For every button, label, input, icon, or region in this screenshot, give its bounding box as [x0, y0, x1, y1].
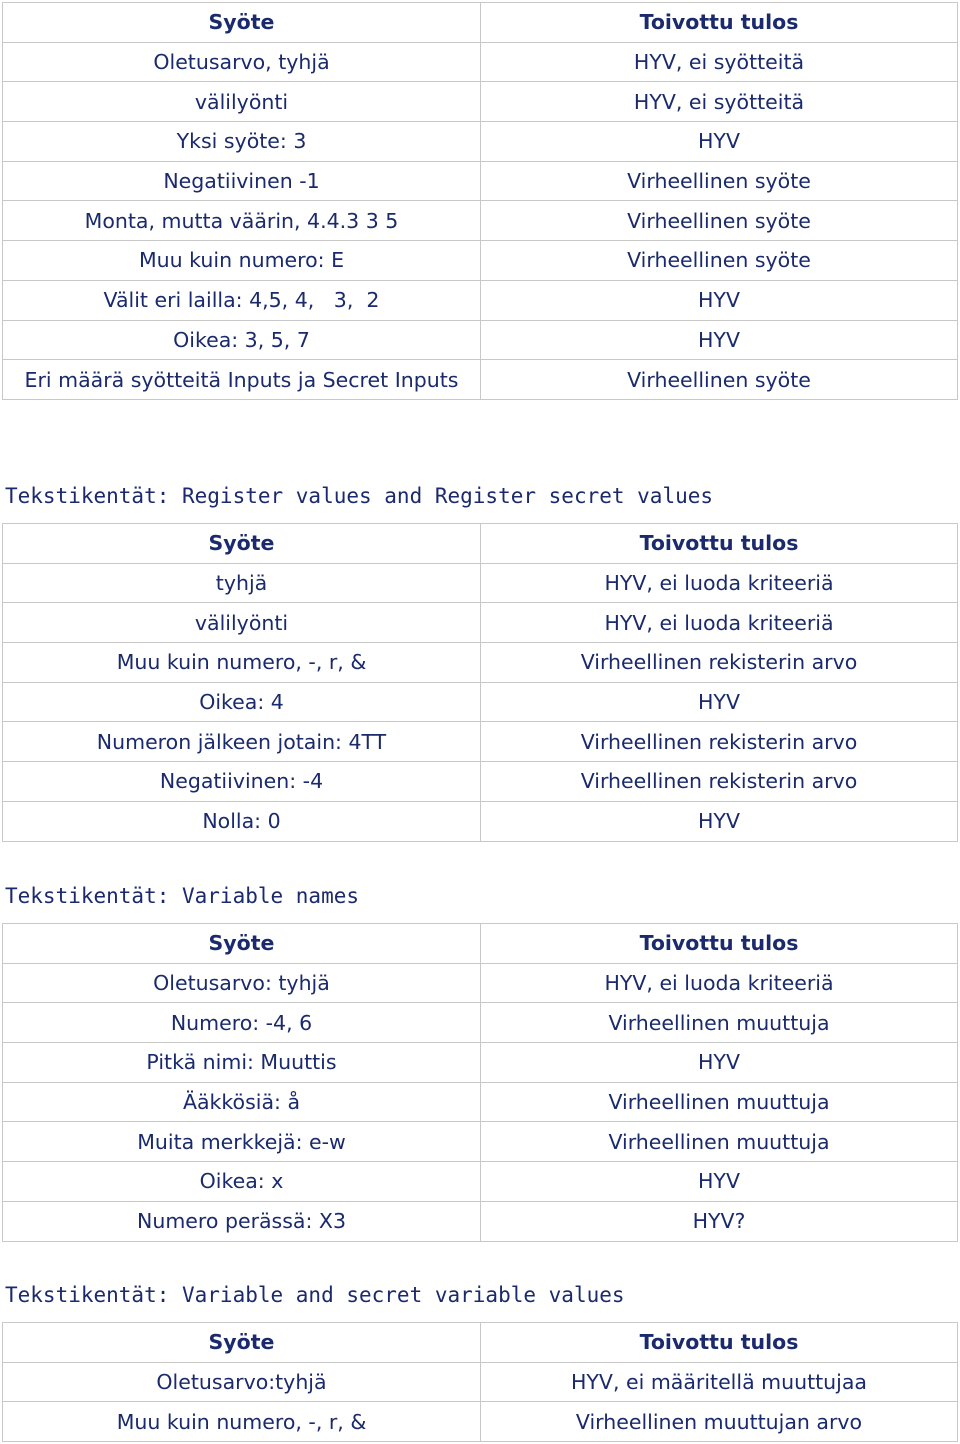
input-cell: Välit eri lailla: 4,5, 4, 3, 2: [3, 281, 481, 321]
expected-cell: Virheellinen rekisterin arvo: [481, 762, 958, 802]
header-expected: Toivottu tulos: [481, 924, 958, 964]
table-row: [3, 201, 958, 241]
expected-cell: HYV, ei määritellä muuttujaa: [481, 1363, 958, 1403]
expected-cell: HYV: [481, 683, 958, 723]
expected-cell: HYV: [481, 1043, 958, 1083]
table-row: [3, 762, 958, 802]
expected-cell: HYV, ei luoda kriteeriä: [481, 603, 958, 643]
expected-cell: HYV: [481, 802, 958, 842]
input-cell: Numeron jälkeen jotain: 4TT: [3, 722, 481, 762]
expected-cell: HYV: [481, 281, 958, 321]
table-row: [3, 1162, 958, 1202]
table-row: [3, 82, 958, 122]
table-row: [3, 241, 958, 281]
table-row: [3, 162, 958, 202]
expected-cell: Virheellinen muuttuja: [481, 1003, 958, 1043]
expected-cell: Virheellinen rekisterin arvo: [481, 643, 958, 683]
table-row: [3, 1122, 958, 1162]
input-cell: Oletusarvo: tyhjä: [3, 964, 481, 1004]
input-cell: Yksi syöte: 3: [3, 122, 481, 162]
table-row: [3, 802, 958, 842]
expected-cell: HYV, ei syötteitä: [481, 82, 958, 122]
input-cell: Numero: -4, 6: [3, 1003, 481, 1043]
input-cell: Oikea: 3, 5, 7: [3, 321, 481, 361]
expected-cell: HYV: [481, 1162, 958, 1202]
header-input: Syöte: [3, 924, 481, 964]
input-cell: Muu kuin numero, -, r, &: [3, 1402, 481, 1442]
header-expected: Toivottu tulos: [481, 3, 958, 43]
expected-cell: HYV, ei syötteitä: [481, 43, 958, 83]
input-cell: Muita merkkejä: e-w: [3, 1122, 481, 1162]
expected-cell: Virheellinen rekisterin arvo: [481, 722, 958, 762]
table-row: [3, 964, 958, 1004]
table-row: [3, 1363, 958, 1403]
input-cell: tyhjä: [3, 564, 481, 604]
input-cell: Negatiivinen: -4: [3, 762, 481, 802]
table-variable-values: [2, 1322, 958, 1442]
table-row: [3, 1003, 958, 1043]
table-row: [3, 360, 958, 400]
table-row: [3, 683, 958, 723]
input-cell: Muu kuin numero: E: [3, 241, 481, 281]
header-expected: Toivottu tulos: [481, 1323, 958, 1363]
table-row: [3, 1202, 958, 1242]
table-header-row: [3, 1323, 958, 1363]
input-cell: Pitkä nimi: Muuttis: [3, 1043, 481, 1083]
header-expected: Toivottu tulos: [481, 524, 958, 564]
table-row: [3, 1043, 958, 1083]
section-title-register-values: Tekstikentät: Register values and Register secret values: [5, 484, 714, 508]
expected-cell: HYV: [481, 321, 958, 361]
table-row: [3, 321, 958, 361]
expected-cell: Virheellinen muuttuja: [481, 1083, 958, 1123]
expected-cell: Virheellinen syöte: [481, 241, 958, 281]
expected-cell: HYV?: [481, 1202, 958, 1242]
table-variable-names: [2, 923, 958, 1242]
expected-cell: HYV, ei luoda kriteeriä: [481, 964, 958, 1004]
input-cell: Monta, mutta väärin, 4.4.3 3 5: [3, 201, 481, 241]
expected-cell: HYV: [481, 122, 958, 162]
header-input: Syöte: [3, 1323, 481, 1363]
table-row: [3, 1402, 958, 1442]
table-row: [3, 722, 958, 762]
expected-cell: Virheellinen muuttuja: [481, 1122, 958, 1162]
expected-cell: Virheellinen syöte: [481, 162, 958, 202]
table-header-row: [3, 924, 958, 964]
header-input: Syöte: [3, 3, 481, 43]
header-input: Syöte: [3, 524, 481, 564]
input-cell: Muu kuin numero, -, r, &: [3, 643, 481, 683]
input-cell: Numero perässä: X3: [3, 1202, 481, 1242]
table-row: [3, 122, 958, 162]
table-row: [3, 1083, 958, 1123]
section-title-variable-names: Tekstikentät: Variable names: [5, 884, 360, 908]
table-header-row: [3, 3, 958, 43]
input-cell: Negatiivinen -1: [3, 162, 481, 202]
table-row: [3, 643, 958, 683]
input-cell: Oletusarvo, tyhjä: [3, 43, 481, 83]
input-cell: välilyönti: [3, 82, 481, 122]
expected-cell: Virheellinen syöte: [481, 201, 958, 241]
input-cell: Eri määrä syötteitä Inputs ja Secret Inputs: [3, 360, 481, 400]
table-header-row: [3, 524, 958, 564]
input-cell: Nolla: 0: [3, 802, 481, 842]
section-title-variable-values: Tekstikentät: Variable and secret variable values: [5, 1283, 625, 1307]
table-inputs: [2, 2, 958, 400]
input-cell: Ääkkösiä: å: [3, 1083, 481, 1123]
input-cell: Oikea: x: [3, 1162, 481, 1202]
input-cell: välilyönti: [3, 603, 481, 643]
input-cell: Oletusarvo:tyhjä: [3, 1363, 481, 1403]
table-row: [3, 43, 958, 83]
table-row: [3, 603, 958, 643]
table-row: [3, 281, 958, 321]
table-register-values: [2, 523, 958, 842]
expected-cell: Virheellinen syöte: [481, 360, 958, 400]
expected-cell: HYV, ei luoda kriteeriä: [481, 564, 958, 604]
expected-cell: Virheellinen muuttujan arvo: [481, 1402, 958, 1442]
table-row: [3, 564, 958, 604]
input-cell: Oikea: 4: [3, 683, 481, 723]
